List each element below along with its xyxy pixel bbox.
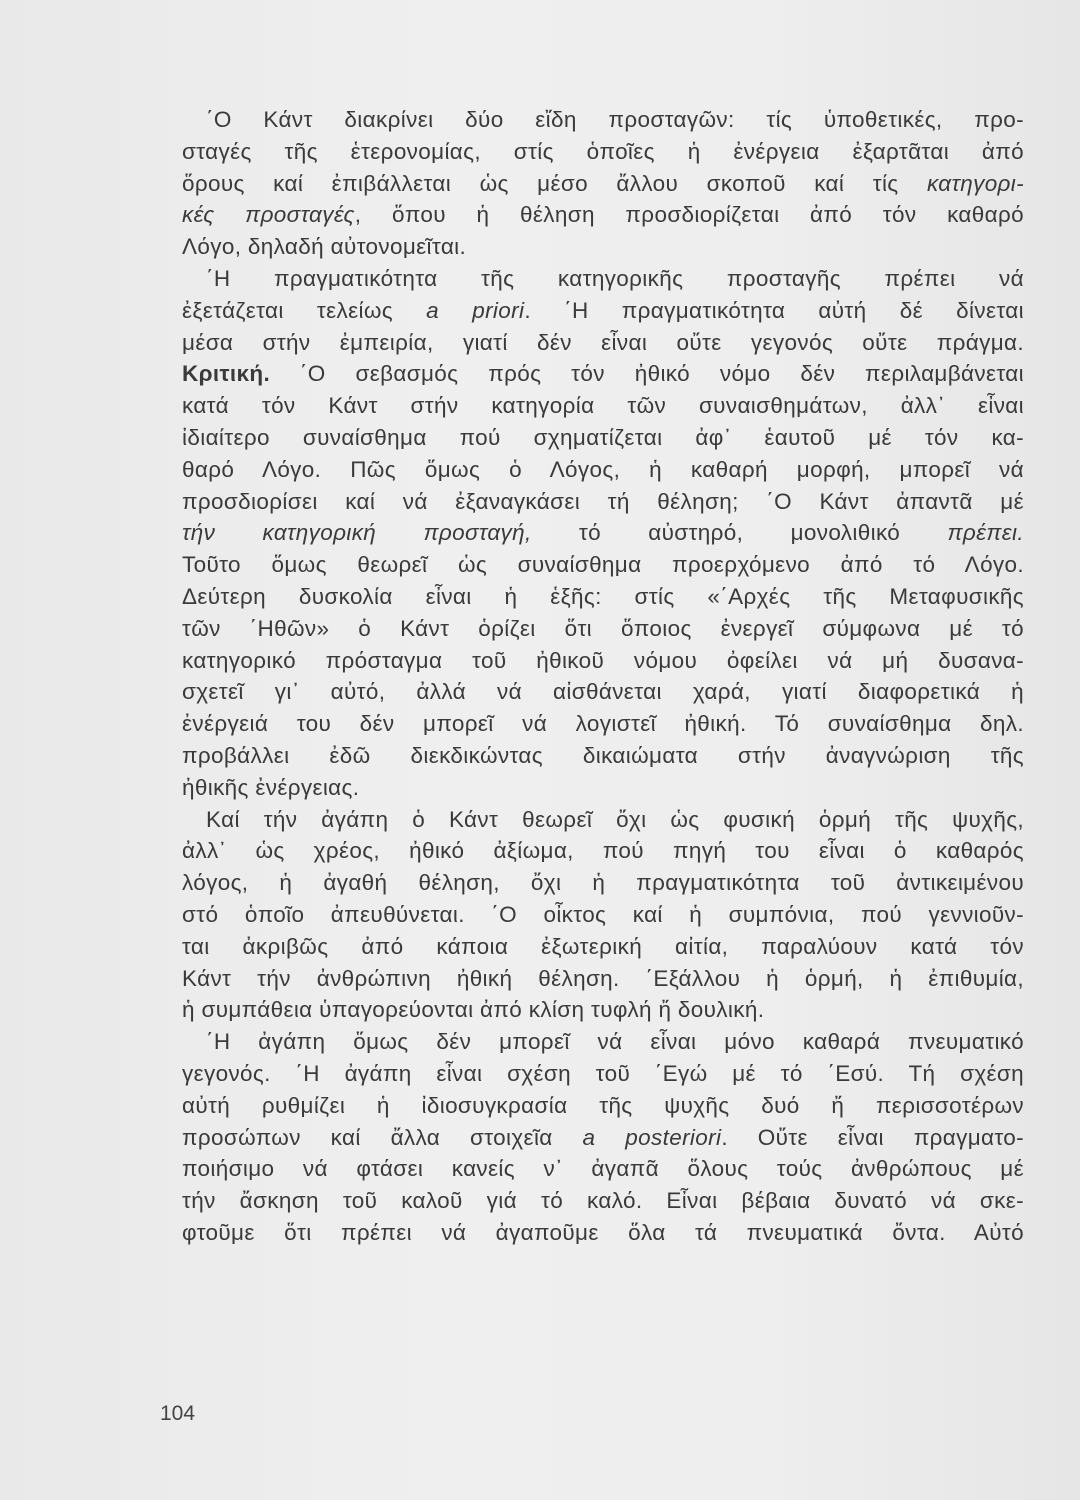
text-line: Λόγο, δηλαδή αὐτονομεῖται.: [182, 234, 467, 260]
body-text: [182, 104, 1024, 1249]
text-line: αὐτή ρυθμίζει ἡ ἰδιοσυγκρασία τῆς ψυχῆς δυό ἤ περισσοτέρων: [182, 1092, 1024, 1118]
text-line: στό ὁποῖο ἀπευθύνεται. ΄Ο οἶκτος καί ἡ συμπόνια, πού γεννιοῦν-: [182, 901, 1024, 927]
text-line: γεγονός. ΄Η ἀγάπη εἶναι σχέση τοῦ ΄Εγώ μέ τό ΄Εσύ. Τή σχέση: [182, 1060, 1024, 1086]
text-line: ΄Ο Κάντ διακρίνει δύο εἴδη προσταγῶν: τίς ὑποθετικές, προ-: [206, 107, 1024, 132]
text-line: κές προσταγές, ὅπου ἡ θέληση προσδιορίζεται ἀπό τόν καθαρό: [182, 202, 1024, 228]
text-line: ἐξετάζεται τελείως a priori. ΄Η πραγματικότητα αὐτή δέ δίνεται: [182, 297, 1024, 323]
text-line: σχετεῖ γι᾽ αὐτό, ἀλλά νά αἰσθάνεται χαρά, γιατί διαφορετικά ἡ: [182, 679, 1024, 705]
text-line: ΄Η ἀγάπη ὅμως δέν μπορεῖ νά εἶναι μόνο καθαρά πνευματικό: [206, 1029, 1024, 1055]
text-line: θαρό Λόγο. Πῶς ὅμως ὁ Λόγος, ἡ καθαρή μορφή, μπορεῖ νά: [182, 456, 1024, 482]
text-line: προσδιορίσει καί νά ἐξαναγκάσει τή θέληση; ΄Ο Κάντ ἀπαντᾶ μέ: [182, 488, 1024, 514]
text-line: σταγές τῆς ἑτερονομίας, στίς ὁποῖες ἡ ἐνέργεια ἐξαρτᾶται ἀπό: [182, 138, 1024, 164]
text-line: ΄Η πραγματικότητα τῆς κατηγορικῆς προσταγῆς πρέπει νά: [206, 265, 1024, 291]
text-line: ὅρους καί ἐπιβάλλεται ὡς μέσο ἄλλου σκοποῦ καί τίς κατηγορι-: [182, 170, 1024, 196]
text-line: κατά τόν Κάντ στήν κατηγορία τῶν συναισθημάτων, ἀλλ᾽ εἶναι: [182, 393, 1024, 419]
text-line: ἠθικῆς ἐνέργειας.: [182, 774, 360, 800]
text-line: ποιήσιμο νά φτάσει κανείς ν᾽ ἀγαπᾶ ὅλους τούς ἀνθρώπους μέ: [182, 1156, 1024, 1182]
page-number: 104: [160, 1402, 196, 1425]
text-line: ἀλλ᾽ ὡς χρέος, ἠθικό ἀξίωμα, πού πηγή του εἶναι ὁ καθαρός: [182, 838, 1024, 864]
text-line: ἡ συμπάθεια ὑπαγορεύονται ἀπό κλίση τυφλή ἤ δουλική.: [182, 997, 765, 1023]
text-line: Κάντ τήν ἀνθρώπινη ἠθική θέληση. ΄Εξάλλου ἡ ὁρμή, ἡ ἐπιθυμία,: [182, 965, 1024, 991]
text-line: προβάλλει ἐδῶ διεκδικώντας δικαιώματα στήν ἀναγνώριση τῆς: [182, 742, 1024, 768]
text-line: Κριτική. ΄Ο σεβασμός πρός τόν ἠθικό νόμο δέν περιλαμβάνεται: [182, 361, 1024, 387]
text-line: ἰδιαίτερο συναίσθημα πού σχηματίζεται ἀφ᾽ ἑαυτοῦ μέ τόν κα-: [182, 424, 1024, 450]
text-line: λόγος, ἡ ἀγαθή θέληση, ὄχι ἡ πραγματικότητα τοῦ ἀντικειμένου: [182, 870, 1024, 896]
text-line: τῶν ΄Ηθῶν» ὁ Κάντ ὁρίζει ὅτι ὅποιος ἐνεργεῖ σύμφωνα μέ τό: [182, 615, 1024, 641]
text-line: ἐνέργειά του δέν μπορεῖ νά λογιστεῖ ἠθική. Τό συναίσθημα δηλ.: [182, 711, 1024, 737]
text-line: Καί τήν ἀγάπη ὁ Κάντ θεωρεῖ ὄχι ὡς φυσική ὁρμή τῆς ψυχῆς,: [206, 806, 1024, 832]
text-line: φτοῦμε ὅτι πρέπει νά ἀγαποῦμε ὅλα τά πνευματικά ὄντα. Αὐτό: [182, 1219, 1024, 1245]
text-line: προσώπων καί ἄλλα στοιχεῖα a posteriori. Οὔτε εἶναι πραγματο-: [182, 1124, 1024, 1150]
text-line: μέσα στήν ἐμπειρία, γιατί δέν εἶναι οὔτε γεγονός οὔτε πράγμα.: [182, 329, 1024, 355]
text-line: Τοῦτο ὅμως θεωρεῖ ὡς συναίσθημα προερχόμενο ἀπό τό Λόγο.: [182, 552, 1024, 578]
text-line: τήν κατηγορική προσταγή, τό αὐστηρό, μονολιθικό πρέπει.: [182, 520, 1024, 546]
text-line: Δεύτερη δυσκολία εἶναι ἡ ἑξῆς: στίς «΄Αρχές τῆς Μεταφυσικῆς: [182, 583, 1024, 609]
text-line: ται ἀκριβῶς ἀπό κάποια ἐξωτερική αἰτία, παραλύουν κατά τόν: [182, 933, 1024, 959]
text-line: τήν ἄσκηση τοῦ καλοῦ γιά τό καλό. Εἶναι βέβαια δυνατό νά σκε-: [182, 1188, 1024, 1214]
text-line: κατηγορικό πρόσταγμα τοῦ ἠθικοῦ νόμου ὀφείλει νά μή δυσανα-: [182, 647, 1024, 673]
